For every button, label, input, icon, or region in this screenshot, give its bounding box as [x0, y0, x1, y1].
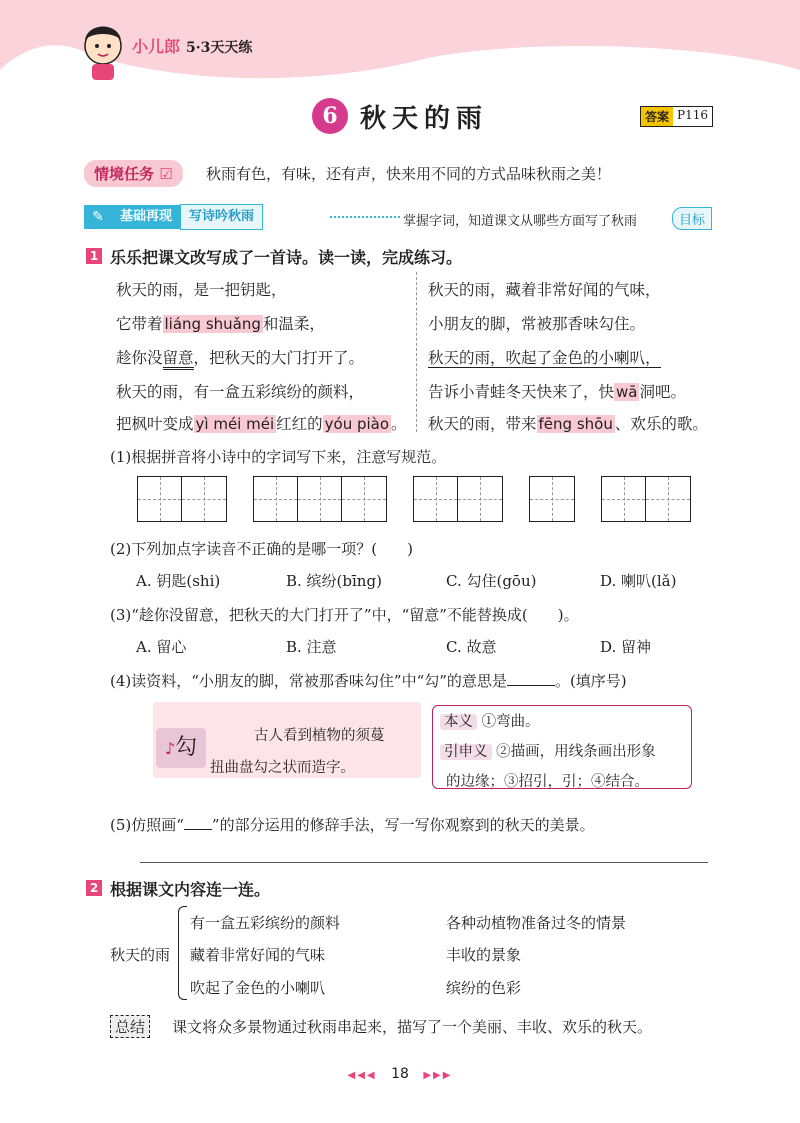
- option-c[interactable]: C. 勾住(gōu): [446, 572, 537, 590]
- sub-question-1: (1)根据拼音将小诗中的字词写下来，注意写规范。: [110, 448, 447, 466]
- sub-question-2: (2)下列加点字读音不正确的是哪一项？( ): [110, 540, 413, 558]
- option-b[interactable]: B. 注意: [286, 638, 337, 656]
- task-badge: [84, 160, 183, 187]
- pinyin-blank: yì méi méi: [195, 415, 275, 433]
- poem-line: 秋天的雨，带来 fēng shōu 、欢乐的歌。: [428, 415, 708, 433]
- checkbox-icon: ☑: [159, 165, 173, 183]
- poem-divider: [416, 272, 417, 432]
- pinyin-blank: yóu piào: [324, 415, 390, 433]
- definition-extended: 引申义 ②描画，用线条画出形象: [440, 740, 656, 761]
- page-number: 18: [391, 1066, 409, 1082]
- writing-grid[interactable]: [529, 476, 575, 522]
- mascot-icon: [78, 20, 128, 82]
- match-left-item[interactable]: 吹起了金色的小喇叭: [190, 979, 326, 997]
- character-card: ♪勾: [156, 728, 206, 768]
- answer-page: P116: [677, 108, 708, 122]
- poem-line: 它带着 liáng shuǎng 和温柔，: [116, 315, 325, 333]
- underlined-sentence: 秋天的雨，吹起了金色的小喇叭，: [428, 349, 661, 367]
- pinyin-blank: wā: [616, 383, 638, 401]
- writing-grid[interactable]: [137, 476, 227, 522]
- brand-name: 小儿郎: [132, 37, 181, 56]
- right-arrows-icon: ▶▶▶: [423, 1070, 453, 1081]
- question-number: 1: [86, 248, 102, 264]
- option-a[interactable]: A. 钥匙(shi): [136, 572, 221, 590]
- underlined-word: 留意: [163, 349, 194, 370]
- option-c[interactable]: C. 故意: [446, 638, 497, 656]
- left-arrows-icon: ◀◀◀: [347, 1070, 377, 1081]
- section-goal: 掌握字词，知道课文从哪些方面写了秋雨: [403, 214, 638, 229]
- poem-line: [428, 346, 661, 368]
- lesson-title: 秋天的雨: [360, 104, 489, 134]
- goal-tag: 目标: [672, 207, 712, 230]
- answer-label: 答案: [641, 107, 673, 126]
- match-right-item[interactable]: 丰收的景象: [446, 946, 522, 964]
- series-name: 5·3天天练: [186, 40, 253, 56]
- brace-icon: [178, 906, 187, 1000]
- poem-line: 把枫叶变成 yì méi méi 红红的 yóu piào 。: [116, 415, 407, 433]
- section-bar: [84, 205, 263, 229]
- sub-question-4: (4)读资料，“小朋友的脚，常被那香味勾住”中“勾”的意思是 。(填序号): [110, 672, 627, 690]
- section-divider: [330, 216, 400, 218]
- poem-line: 秋天的雨，是一把钥匙，: [116, 281, 287, 299]
- match-subject: 秋天的雨: [110, 946, 171, 964]
- pinyin-blank: fēng shōu: [538, 415, 613, 433]
- answer-line[interactable]: [140, 862, 708, 863]
- match-left-item[interactable]: 有一盒五彩缤纷的颜料: [190, 914, 341, 932]
- section-label: 基础再现: [112, 205, 180, 229]
- task-badge-label: 情境任务: [94, 165, 155, 183]
- brand: [132, 34, 252, 57]
- sub-question-3: (3)“趁你没留意，把秋天的大门打开了”中，“留意”不能替换成( )。: [110, 606, 579, 624]
- option-a[interactable]: A. 留心: [136, 638, 187, 656]
- underline-sample: [184, 829, 212, 830]
- match-right-item[interactable]: 缤纷的色彩: [446, 979, 522, 997]
- lesson-number: 6: [312, 98, 348, 134]
- definition-original: 本义 ①弯曲。: [440, 710, 540, 731]
- poem-line: 告诉小青蛙冬天快来了，快 wā 洞吧。: [428, 383, 686, 401]
- sub-question-5: (5)仿照画“ ”的部分运用的修辞手法，写一写你观察到的秋天的美景。: [110, 816, 595, 834]
- question-number: 2: [86, 880, 102, 896]
- poem-line: 趁你没留意，把秋天的大门打开了。: [116, 346, 364, 368]
- answer-reference: [640, 106, 713, 127]
- answer-blank[interactable]: [507, 685, 555, 686]
- match-right-item[interactable]: 各种动植物准备过冬的情景: [446, 914, 627, 932]
- summary-tag: 总结: [110, 1015, 150, 1038]
- definition-extended-cont: 的边缘；③招引，引；④结合。: [446, 774, 649, 790]
- poem-line: 秋天的雨，藏着非常好闻的气味，: [428, 281, 661, 299]
- option-d[interactable]: D. 留神: [600, 638, 652, 656]
- match-left-item[interactable]: 藏着非常好闻的气味: [190, 946, 326, 964]
- section-sublabel: 写诗吟秋雨: [180, 204, 263, 230]
- poem-line: 秋天的雨，有一盒五彩缤纷的颜料，: [116, 383, 365, 401]
- question-prompt: 根据课文内容连一连。: [110, 880, 271, 899]
- option-b[interactable]: B. 缤纷(bīng): [286, 572, 382, 590]
- summary-text: 课文将众多景物通过秋雨串起来，描写了一个美丽、丰收、欢乐的秋天。: [172, 1018, 653, 1036]
- writing-grid[interactable]: [253, 476, 387, 522]
- writing-grid[interactable]: [601, 476, 691, 522]
- question-prompt: 乐乐把课文改写成了一首诗。读一读，完成练习。: [110, 248, 463, 267]
- resource-text: 古人看到植物的须蔓: [254, 728, 385, 744]
- task-text: 秋雨有色，有味，还有声，快来用不同的方式品味秋雨之美！: [206, 165, 612, 183]
- pinyin-blank: liáng shuǎng: [164, 315, 261, 333]
- page-footer: [0, 1066, 800, 1082]
- writing-grid[interactable]: [413, 476, 503, 522]
- poem-line: 小朋友的脚，常被那香味勾住。: [428, 315, 646, 333]
- resource-text: 扭曲盘勾之状而造字。: [210, 760, 355, 776]
- option-d[interactable]: D. 喇叭(lǎ): [600, 572, 677, 590]
- book-icon: ✎: [84, 205, 112, 229]
